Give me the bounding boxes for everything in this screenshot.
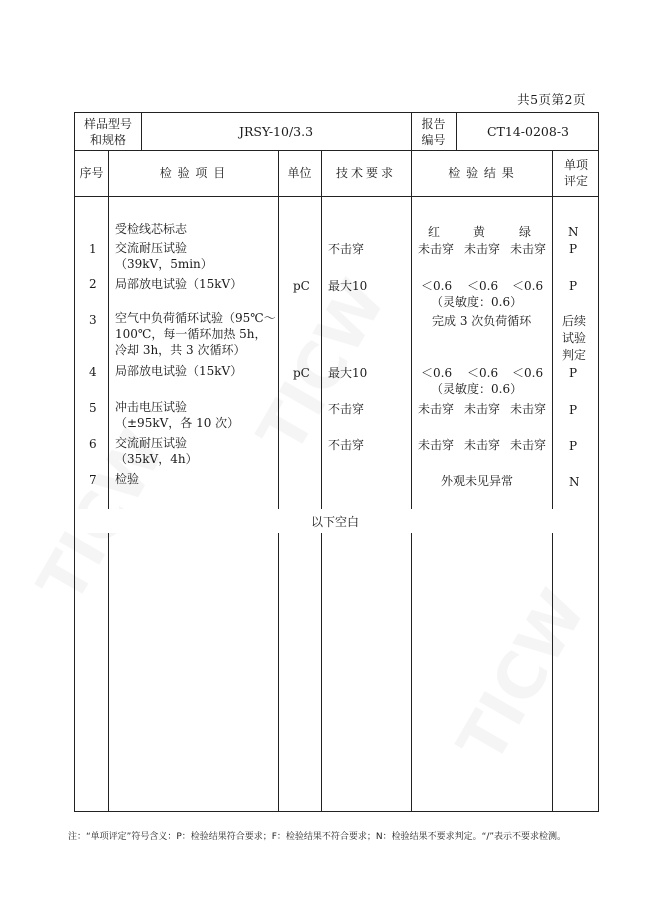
result-value: 未击穿 [510,402,547,416]
seq-number: 6 [89,437,97,451]
unit-value: pC [293,366,310,380]
result-value: ＜0.6 [421,279,453,293]
page-indicator: 共5页第2页 [517,92,586,107]
model-value: JRSY-10/3.3 [238,123,314,139]
table-rule [108,150,109,811]
item-text: 冲击电压试验 （±95kV，各 10 次） [115,400,240,430]
result-value: 未击穿 [510,438,547,452]
rating-value: P [569,366,578,380]
item-text: 局部放电试验（15kV） [115,364,243,378]
result-note: （灵敏度：0.6） [431,295,523,309]
result-value: ＜0.6 [421,366,453,380]
result-value: 未击穿 [464,402,501,416]
col-header-result: 检 验 结 果 [448,166,515,180]
item-text: 受检线芯标志 [115,222,188,236]
requirement-value: 不击穿 [328,438,365,452]
result-note: （灵敏度：0.6） [431,382,523,396]
rating-value: 后续 试验 判定 [562,314,587,362]
unit-value: pC [293,279,310,293]
result-value: 未击穿 [464,242,501,256]
seq-number: 7 [89,473,97,487]
seq-number: 2 [89,277,97,291]
result-value: 未击穿 [464,438,501,452]
result-value: 未击穿 [418,242,455,256]
result-value: ＜0.6 [512,279,544,293]
footnote: 注：“单项评定”符号含义：P：检验结果符合要求；F：检验结果不符合要求；N：检验结果不要求判定。“/”表示不要求检测。 [68,832,567,842]
rating-value: N [569,475,580,489]
table-rule [75,196,598,197]
result-value: 外观未见异常 [441,474,514,488]
table-rule [321,150,322,811]
requirement-value: 不击穿 [328,402,365,416]
col-header-rating: 单项 评定 [563,158,588,188]
rating-value: P [569,242,578,256]
table-rule [278,150,279,811]
rating-value: P [569,279,578,293]
result-value: 绿 [519,225,532,239]
requirement-value: 最大10 [328,366,368,380]
seq-number: 3 [89,313,97,327]
result-value: 未击穿 [418,402,455,416]
result-value: 未击穿 [418,438,455,452]
report-number: CT14-0208-3 [486,123,570,139]
seq-number: 4 [89,365,97,379]
requirement-value: 最大10 [328,279,368,293]
item-text: 交流耐压试验 （39kV，5min） [115,241,213,271]
result-value: 黄 [473,225,486,239]
item-text: 交流耐压试验 （35kV，4h） [115,436,198,466]
item-text: 检验 [115,472,140,486]
blank-note: 以下空白 [311,515,360,529]
table-rule [552,150,553,811]
result-value: 未击穿 [510,242,547,256]
requirement-value: 不击穿 [328,242,365,256]
rating-value: N [568,225,579,239]
rating-value: P [569,439,578,453]
col-header-requirement: 技术要求 [335,166,396,180]
col-header-unit: 单位 [287,166,312,180]
result-value: 完成 3 次负荷循环 [432,314,532,328]
item-text: 局部放电试验（15kV） [115,277,243,291]
result-value: ＜0.6 [467,279,499,293]
result-value: ＜0.6 [467,366,499,380]
seq-number: 1 [89,242,97,256]
rating-value: P [569,403,578,417]
item-text: 空气中负荷循环试验（95℃～ 100℃，每一循环加热 5h， 冷却 3h，共 3 次循环） [115,311,276,357]
col-header-item: 检 验 项 目 [159,166,227,180]
report-table [74,112,599,812]
col-header-seq: 序号 [79,166,104,180]
result-value: 红 [428,225,441,239]
report-label: 报告 编号 [421,116,446,147]
model-label: 样品型号 和规格 [83,116,132,147]
result-value: ＜0.6 [512,366,544,380]
seq-number: 5 [89,401,97,415]
table-rule [411,150,412,811]
